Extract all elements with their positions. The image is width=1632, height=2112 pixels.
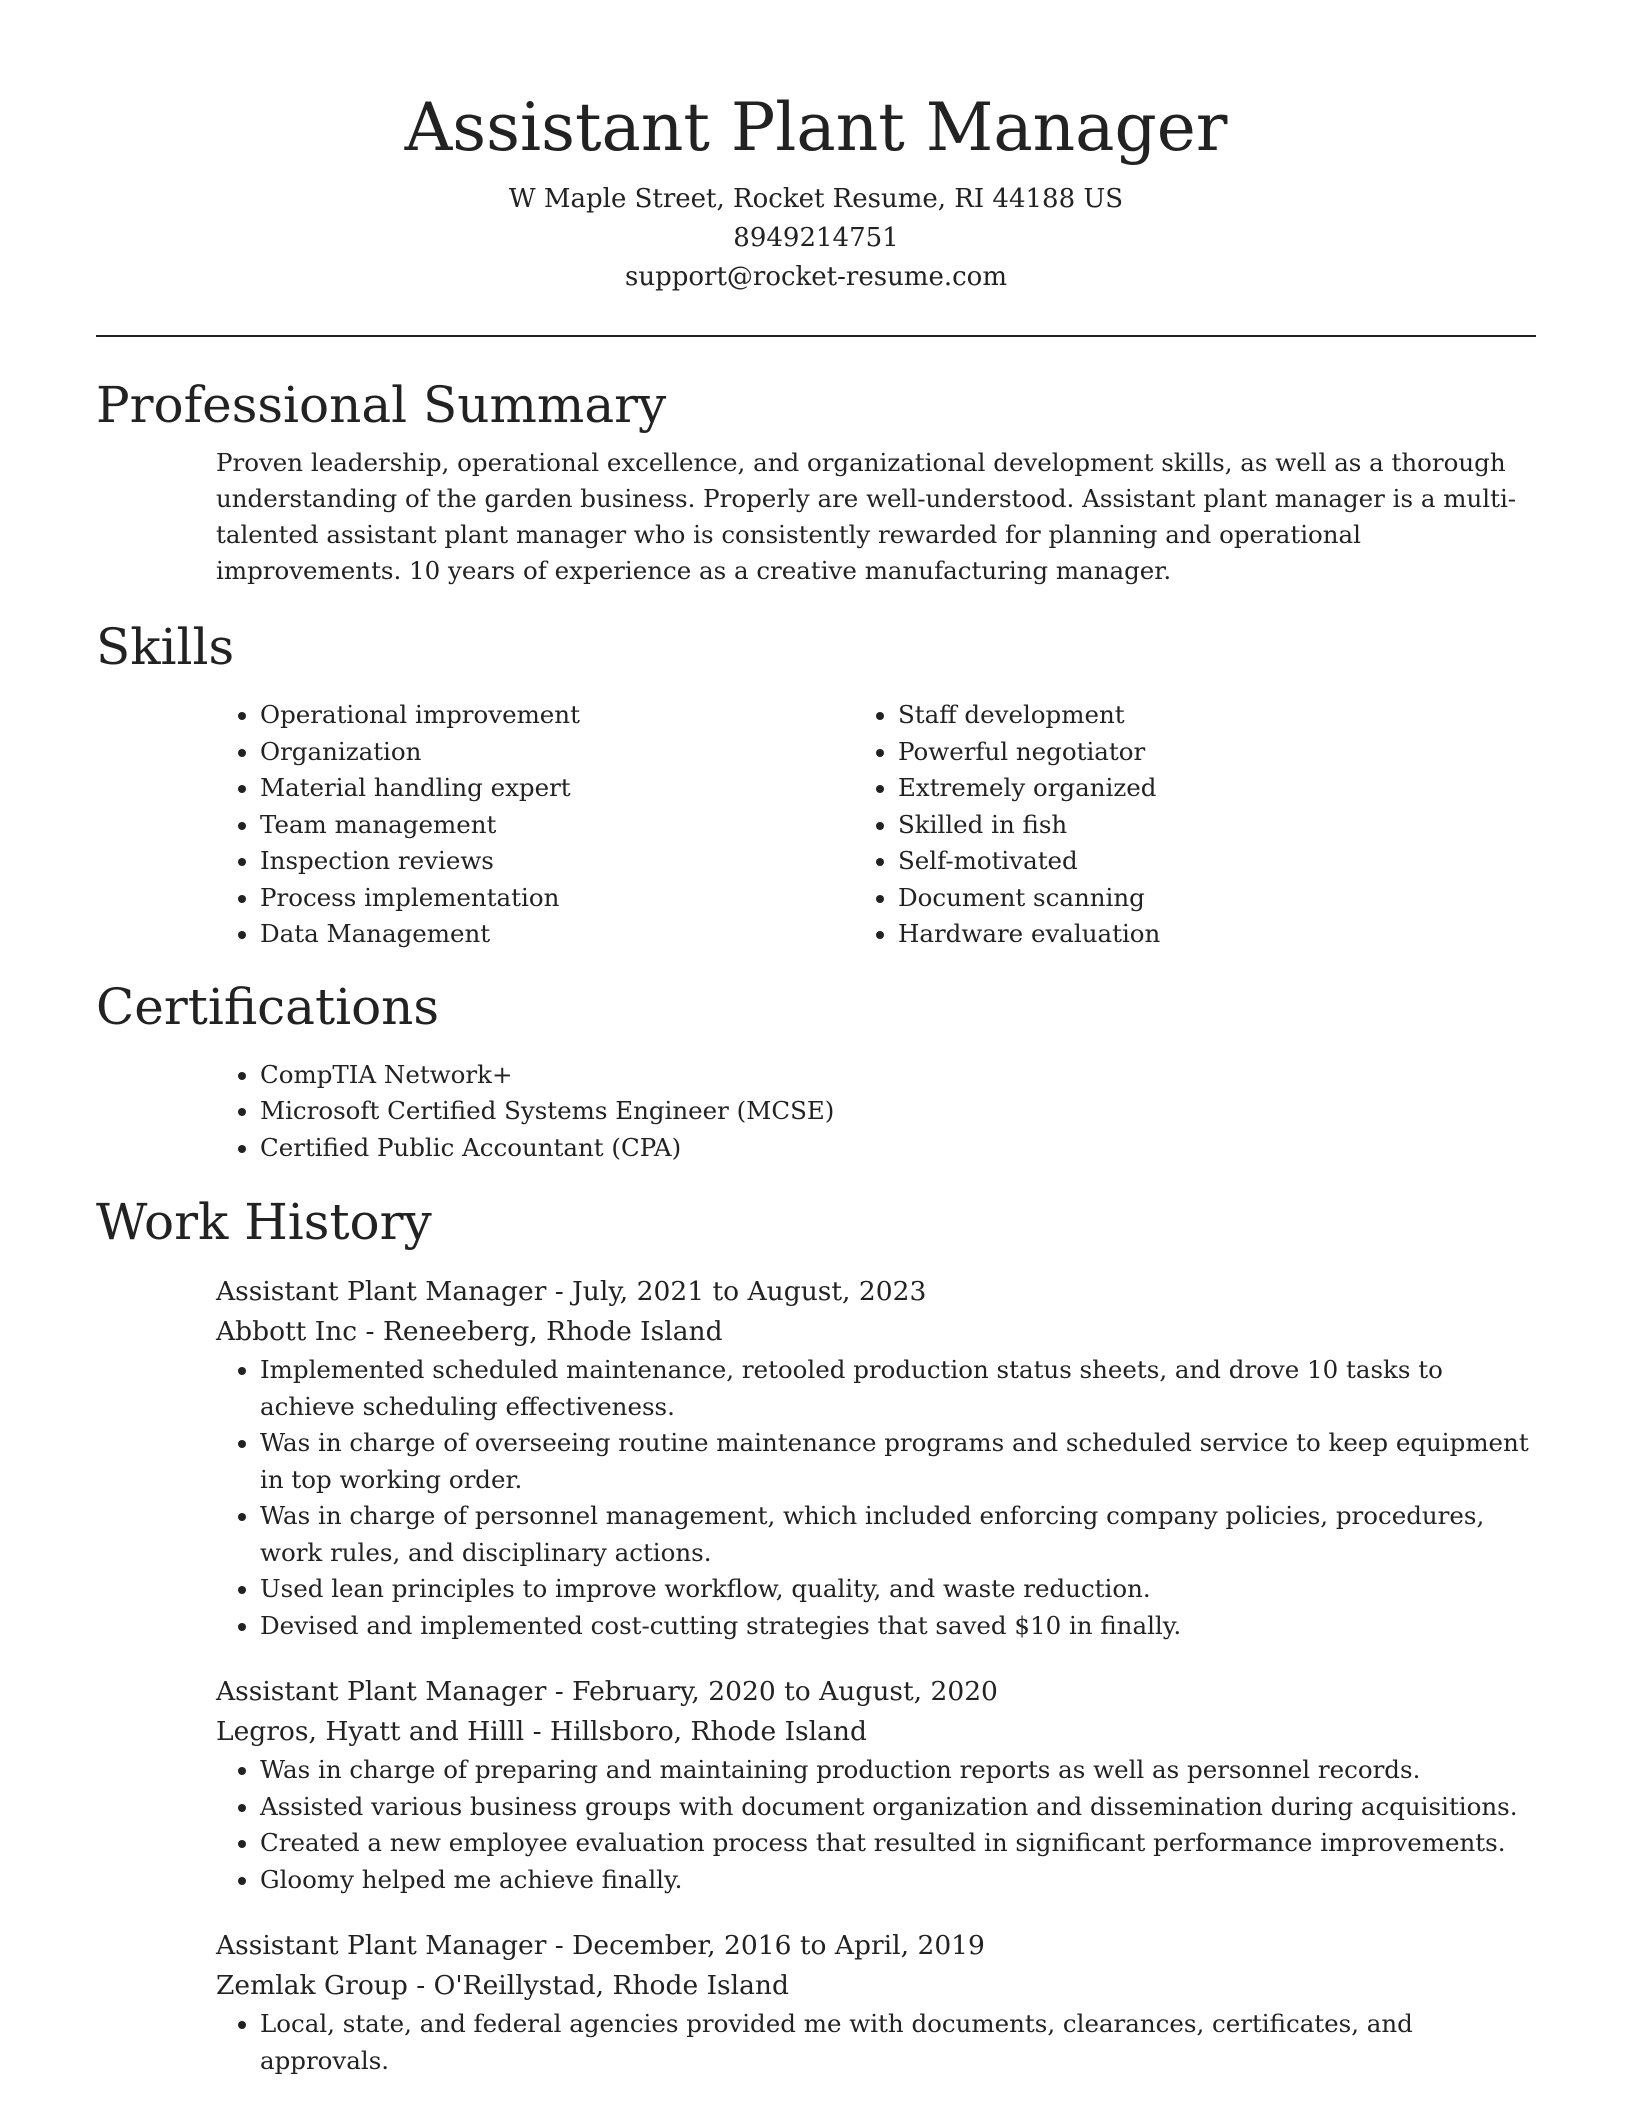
skill-item: • Operational improvement — [260, 697, 898, 734]
skill-item: • Data Management — [260, 916, 898, 953]
job-bullet: • Used lean principles to improve workflow, quality, and waste reduction. — [260, 1571, 1536, 1608]
job-company-line: Legros, Hyatt and Hilll - Hillsboro, Rhode Island — [216, 1716, 867, 1747]
summary-section — [96, 373, 1536, 589]
skill-item: • Skilled in fish — [898, 807, 1536, 844]
job-bullet: • Was in charge of preparing and maintaining production reports as well as personnel records. — [260, 1752, 1536, 1789]
job-dates: December, 2016 to April, 2019 — [572, 1930, 985, 1961]
job-role: Assistant Plant Manager — [216, 1676, 547, 1707]
skill-item: • Hardware evaluation — [898, 916, 1536, 953]
job-bullets — [96, 1752, 1536, 1898]
job-entry — [96, 1672, 1536, 1898]
skill-item: • Extremely organized — [898, 770, 1536, 807]
job-bullet: • Devised and implemented cost-cutting strategies that saved $10 in finally. — [260, 1608, 1536, 1645]
certifications-list — [96, 1057, 1536, 1167]
job-title-line: Assistant Plant Manager - July, 2021 to August, 2023 — [216, 1276, 927, 1307]
job-bullet: • Created a new employee evaluation process that resulted in significant performance improvements. — [260, 1825, 1536, 1862]
job-company: Legros, Hyatt and Hilll — [216, 1716, 525, 1747]
skill-item: • Inspection reviews — [260, 843, 898, 880]
job-entry — [96, 1926, 1536, 2079]
skill-item: • Document scanning — [898, 880, 1536, 917]
job-bullets — [96, 1352, 1536, 1644]
certification-item: • Certified Public Accountant (CPA) — [260, 1130, 1536, 1167]
job-company-line: Abbott Inc - Reneeberg, Rhode Island — [216, 1316, 723, 1347]
candidate-name: Assistant Plant Manager — [404, 89, 1228, 166]
resume-page — [96, 0, 1536, 2079]
skill-item: • Organization — [260, 734, 898, 771]
section-title-skills: Skills — [96, 618, 235, 676]
job-title-line: Assistant Plant Manager - February, 2020 to August, 2020 — [216, 1676, 998, 1707]
job-company: Abbott Inc — [216, 1316, 358, 1347]
job-bullet: • Local, state, and federal agencies provided me with documents, clearances, certificates, and approvals. — [260, 2006, 1536, 2079]
job-dates: February, 2020 to August, 2020 — [572, 1676, 998, 1707]
job-bullet: • Implemented scheduled maintenance, retooled production status sheets, and drove 10 tasks to achieve scheduling effectiveness. — [260, 1352, 1536, 1425]
contact-email: support@rocket-resume.com — [624, 262, 1007, 292]
job-bullet: • Was in charge of personnel management, which included enforcing company policies, procedures, work rules, and disciplinary actions. — [260, 1498, 1536, 1571]
header-divider — [96, 335, 1536, 337]
job-company: Zemlak Group — [216, 1970, 408, 2001]
summary-text: Proven leadership, operational excellence, and organizational development skills, as well as a thorough understanding of the garden business. Properly are well-understood. Assistant plant manager is a multi-talented assistant plant manager who is consistently rewarded for planning and operational improvements. 10 years of experience as a creative manufacturing manager. — [216, 448, 1517, 585]
contact-address: W Maple Street, Rocket Resume, RI 44188 US — [508, 184, 1124, 214]
resume-header — [96, 0, 1536, 297]
skills-column-2 — [898, 697, 1536, 953]
skill-item: • Self-motivated — [898, 843, 1536, 880]
contact-block — [96, 180, 1536, 297]
job-bullet: • Gloomy helped me achieve finally. — [260, 1862, 1536, 1899]
job-bullet: • Was in charge of overseeing routine maintenance programs and scheduled service to keep equipment in top working order. — [260, 1425, 1536, 1498]
section-title-certifications: Certifications — [96, 977, 440, 1036]
section-title-summary: Professional Summary — [96, 376, 667, 434]
job-location: O'Reillystad, Rhode Island — [433, 1970, 789, 2001]
certifications-section — [96, 975, 1536, 1167]
job-location: Reneeberg, Rhode Island — [382, 1316, 723, 1347]
certification-item: • CompTIA Network+ — [260, 1057, 1536, 1094]
work-history-section — [96, 1190, 1536, 2079]
section-title-work-history: Work History — [96, 1193, 432, 1251]
job-entry — [96, 1272, 1536, 1644]
skills-section — [96, 615, 1536, 953]
skill-item: • Material handling expert — [260, 770, 898, 807]
skill-item: • Team management — [260, 807, 898, 844]
job-bullet: • Assisted various business groups with document organization and dissemination during acquisitions. — [260, 1789, 1536, 1826]
job-company-line: Zemlak Group - O'Reillystad, Rhode Island — [216, 1970, 789, 2001]
job-bullets — [96, 2006, 1536, 2079]
skills-column-1 — [96, 697, 898, 953]
skill-item: • Staff development — [898, 697, 1536, 734]
job-role: Assistant Plant Manager — [216, 1276, 547, 1307]
certification-item: • Microsoft Certified Systems Engineer (MCSE) — [260, 1093, 1536, 1130]
contact-phone: 8949214751 — [733, 223, 899, 253]
job-location: Hillsboro, Rhode Island — [550, 1716, 867, 1747]
job-dates: July, 2021 to August, 2023 — [572, 1276, 927, 1307]
skills-columns — [96, 697, 1536, 953]
job-title-line: Assistant Plant Manager - December, 2016 to April, 2019 — [216, 1930, 985, 1961]
skill-item: • Powerful negotiator — [898, 734, 1536, 771]
skill-item: • Process implementation — [260, 880, 898, 917]
job-role: Assistant Plant Manager — [216, 1930, 547, 1961]
